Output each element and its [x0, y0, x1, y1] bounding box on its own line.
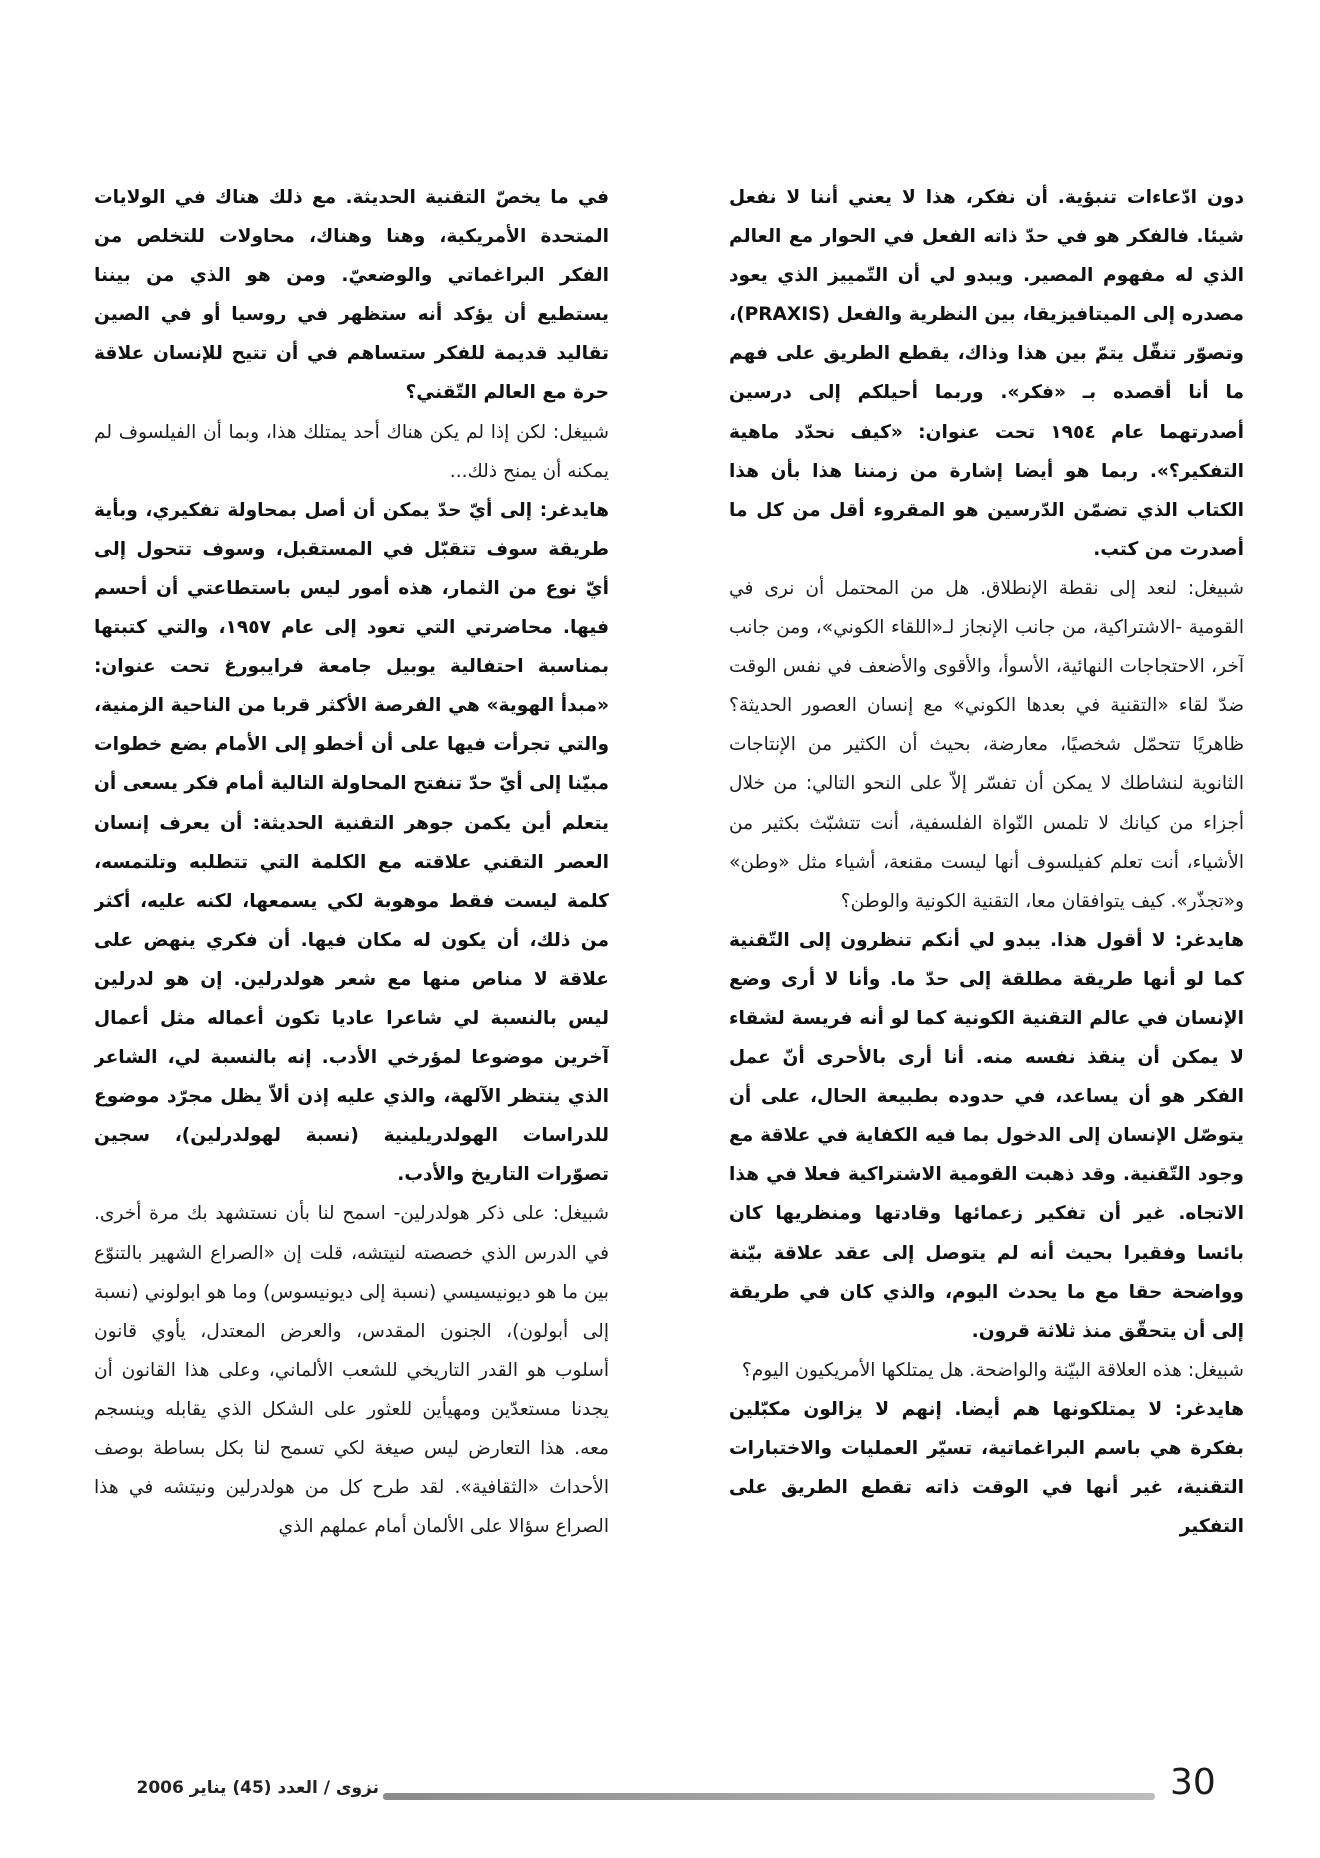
- paragraph: شبيغل: على ذكر هولدرلين- اسمح لنا بأن نستشهد بك مرة أخرى. في الدرس الذي خصصته لنيتشه، قلت إن «الصراع الشهير بالتنوّع بين ما هو ديونيسيسي (نسبة إلى ديونيسوس) وما هو ابولوني (نسبة إلى أبولون)، الجنون المقدس، والعرض المعتدل، يأوي قانون أسلوب هو القدر التاريخي للشعب الألماني، وعلى هذا القانون أن يجدنا مستعدّين ومهيأين للعثور على الشكل الذي يقابله وينسجم معه. هذا التعارض ليس صيغة لكي تسمح لنا بكل بساطة بوصف الأحداث «الثقافية». لقد طرح كل من هولدرلين ونيتشه في هذا الصراع سؤالا على الألمان أمام عملهم الذي: [94, 1203, 609, 1538]
- right-text-column: [729, 178, 1244, 1668]
- paragraph: هايدغر: إلى أيّ حدّ يمكن أن أصل بمحاولة تفكيري، وبأية طريقة سوف تتقبّل في المستقبل، وسوف تتحول إلى أيّ نوع من الثمار، هذه أمور ليس باستطاعتي أن أحسم فيها. محاضرتي التي تعود إلى عام ١٩٥٧، والتي كتبتها بمناسبة احتفالية يوبيل جامعة فرايبورغ تحت عنوان: «مبدأ الهوية» هي الفرصة الأكثر قربا من الناحية الزمنية، والتي تجرأت فيها على أن أخطو إلى الأمام بضع خطوات مبيّنا إلى أيّ حدّ تنفتح المحاولة التالية أمام فكر يسعى أن يتعلم أين يكمن جوهر التقنية الحديثة: أن يعرف إنسان العصر التقني علاقته مع الكلمة التي تتطلبه وتلتمسه، كلمة ليست فقط موهوبة لكي يسمعها، لكنه عليه، أكثر من ذلك، أن يكون له مكان فيها. أن فكري ينهض على علاقة لا مناص منها مع شعر هولدرلين. إن هو لدرلين ليس بالنسبة لي شاعرا عاديا تكون أعماله مثل أعمال آخرين موضوعا لمؤرخي الأدب. إنه بالنسبة لي، الشاعر الذي ينتظر الآلهة، والذي عليه إذن ألاّ يظل مجرّد موضوع للدراسات الهولدريلينية (نسبة لهولدرلين)، سجين تصوّرات التاريخ والأدب.: [94, 499, 609, 1186]
- page-number: 30: [1170, 1762, 1216, 1803]
- paragraph: شبيغل: لكن إذا لم يكن هناك أحد يمتلك هذا، وبما أن الفيلسوف لم يمكنه أن يمنح ذلك...: [94, 421, 609, 482]
- issue-info: نزوى / العدد (45) يناير 2006: [136, 1778, 379, 1798]
- paragraph: في ما يخصّ التقنية الحديثة. مع ذلك هناك في الولايات المتحدة الأمريكية، وهنا وهناك، محاولات للتخلص من الفكر البراغماتي والوضعيّ. ومن هو الذي من بيننا يستطيع أن يؤكد أنه ستظهر في روسيا أو في الصين تقاليد قديمة للفكر ستساهم في أن تتيح للإنسان علاقة حرة مع العالم التّقني؟: [94, 187, 609, 404]
- footer-divider: [383, 1793, 1155, 1800]
- left-text-column: [94, 178, 609, 1668]
- paragraph: هايدغر: لا يمتلكونها هم أيضا. إنهم لا يزالون مكبّلين بفكرة هي باسم البراغماتية، تسيّر العمليات والاختبارات التقنية، غير أنها في الوقت ذاته تقطع الطريق على التفكير: [729, 1398, 1244, 1538]
- paragraph: دون ادّعاءات تنبؤية. أن نفكر، هذا لا يعني أننا لا نفعل شيئا. فالفكر هو في حدّ ذاته الفعل في الحوار مع العالم الذي له مفهوم المصير. ويبدو لي أن التّمييز الذي يعود مصدره إلى الميتافيزيقا، بين النظرية والفعل (PRAXIS)، وتصوّر تنقّل يتمّ بين هذا وذاك، يقطع الطريق على فهم ما أنا أقصده بـ «فكر». وربما أحيلكم إلى درسين أصدرتهما عام ١٩٥٤ تحت عنوان: «كيف نحدّد ماهية التفكير؟». ربما هو أيضا إشارة من زمننا هذا بأن هذا الكتاب الذي تضمّن الدّرسين هو المقروء أقل من كل ما أصدرت من كتب.: [729, 187, 1244, 560]
- paragraph: شبيغل: هذه العلاقة البيّنة والواضحة. هل يمتلكها الأمريكيون اليوم؟: [741, 1359, 1244, 1381]
- paragraph: هايدغر: لا أقول هذا. يبدو لي أنكم تنظرون إلى التّقنية كما لو أنها طريقة مطلقة إلى حدّ ما. وأنا لا أرى وضع الإنسان في عالم التقنية الكونية كما لو أنه فريسة لشقاء لا يمكن أن ينقذ نفسه منه. أنا أرى بالأحرى أنّ عمل الفكر هو أن يساعد، في حدوده بطبيعة الحال، على أن يتوصّل الإنسان إلى الدخول بما فيه الكفاية في علاقة مع وجود التّقنية. وقد ذهبت القومية الاشتراكية فعلا في هذا الاتجاه. غير أن تفكير زعمائها وقادتها ومنظريها كان بائسا وفقيرا بحيث أنه لم يتوصل إلى عقد علاقة بيّنة وواضحة حقا مع ما يحدث اليوم، والذي كان في طريقة إلى أن يتحقّق منذ ثلاثة قرون.: [729, 929, 1244, 1342]
- paragraph: شبيغل: لنعد إلى نقطة الإنطلاق. هل من المحتمل أن نرى في القومية -الاشتراكية، من جانب الإنجاز لـ«اللقاء الكوني»، ومن جانب آخر، الاحتجاجات النهائية، الأسوأ، والأقوى والأضعف في نفس الوقت ضدّ لقاء «التقنية في بعدها الكوني» مع إنسان العصور الحديثة؟ ظاهريًا تتحمّل شخصيًا، معارضة، بحيث أن الكثير من الإنتاجات الثانوية لنشاطك لا يمكن أن تفسّر إلاّ على النحو التالي: من خلال أجزاء من كيانك لا تلمس النّواة الفلسفية، أنت تتشبّث بكثير من الأشياء، أنت تعلم كفيلسوف أنها ليست مقنعة، أشياء مثل «وطن» و«تجذّر». كيف يتوافقان معا، التقنية الكونية والوطن؟: [729, 577, 1244, 912]
